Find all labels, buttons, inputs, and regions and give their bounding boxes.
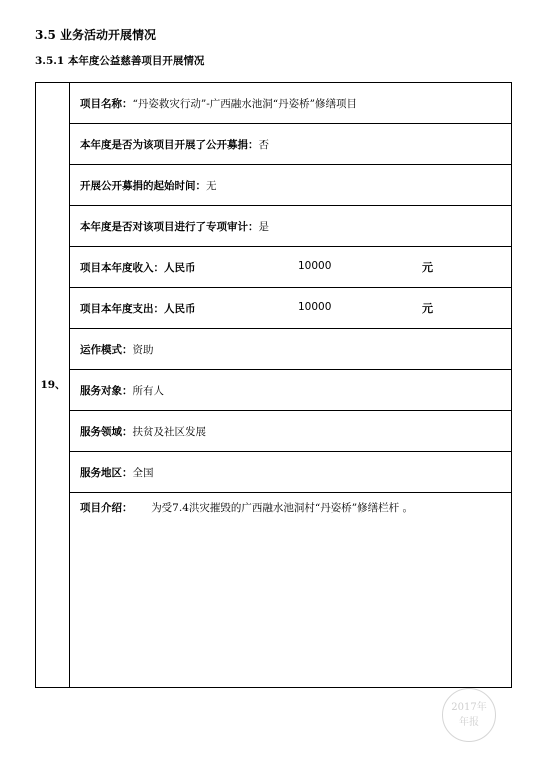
- row-project-name: [70, 83, 511, 124]
- subsection-heading: 3.5.1 本年度公益慈善项目开展情况: [35, 55, 205, 67]
- project-table: [35, 82, 512, 688]
- row-service-target: [70, 370, 511, 411]
- audit-value: 是: [258, 220, 269, 233]
- row-income: [70, 247, 511, 288]
- watermark-label: 年报: [459, 717, 479, 728]
- row-fundraising-start: [70, 165, 511, 206]
- fundraising-start-value: 无: [206, 179, 217, 192]
- watermark-year: 2017年: [451, 702, 487, 713]
- service-field-value: 扶贫及社区发展: [132, 425, 206, 438]
- project-name-label: 项目名称：: [80, 97, 133, 110]
- expense-label: 项目本年度支出：人民币: [80, 302, 196, 315]
- income-amount: 10000: [298, 260, 332, 272]
- service-area-label: 服务地区：: [80, 466, 133, 479]
- income-unit: 元: [422, 261, 433, 274]
- public-fundraising-label: 本年度是否为该项目开展了公开募捐：: [80, 138, 259, 151]
- section-heading: 3.5 业务活动开展情况: [35, 28, 157, 42]
- public-fundraising-value: 否: [258, 138, 269, 151]
- row-expense: [70, 288, 511, 329]
- fundraising-start-label: 开展公开募捐的起始时间：: [80, 179, 206, 192]
- audit-label: 本年度是否对该项目进行了专项审计：: [80, 220, 259, 233]
- service-area-value: 全国: [132, 466, 154, 479]
- introduction-label: 项目介绍：: [80, 502, 133, 514]
- introduction-value: 为受7.4洪灾摧毁的广西融水池洞村“丹姿桥”修缮栏杆 。: [151, 502, 413, 514]
- row-introduction: [70, 493, 511, 687]
- expense-unit: 元: [422, 302, 433, 315]
- service-field-label: 服务领域：: [80, 425, 133, 438]
- project-number: 19、: [40, 379, 66, 391]
- expense-amount: 10000: [298, 301, 332, 313]
- row-service-field: [70, 411, 511, 452]
- annual-report-watermark: [442, 688, 496, 742]
- row-audit: [70, 206, 511, 247]
- row-public-fundraising: [70, 124, 511, 165]
- project-name-value: “丹姿救灾行动”-广西融水池洞“丹姿桥”修缮项目: [132, 97, 358, 110]
- operation-mode-value: 资助: [132, 343, 154, 356]
- service-target-value: 所有人: [132, 384, 164, 397]
- operation-mode-label: 运作模式：: [80, 343, 133, 356]
- details-column: [70, 83, 511, 687]
- row-service-area: [70, 452, 511, 493]
- service-target-label: 服务对象：: [80, 384, 133, 397]
- row-operation-mode: [70, 329, 511, 370]
- income-label: 项目本年度收入：人民币: [80, 261, 196, 274]
